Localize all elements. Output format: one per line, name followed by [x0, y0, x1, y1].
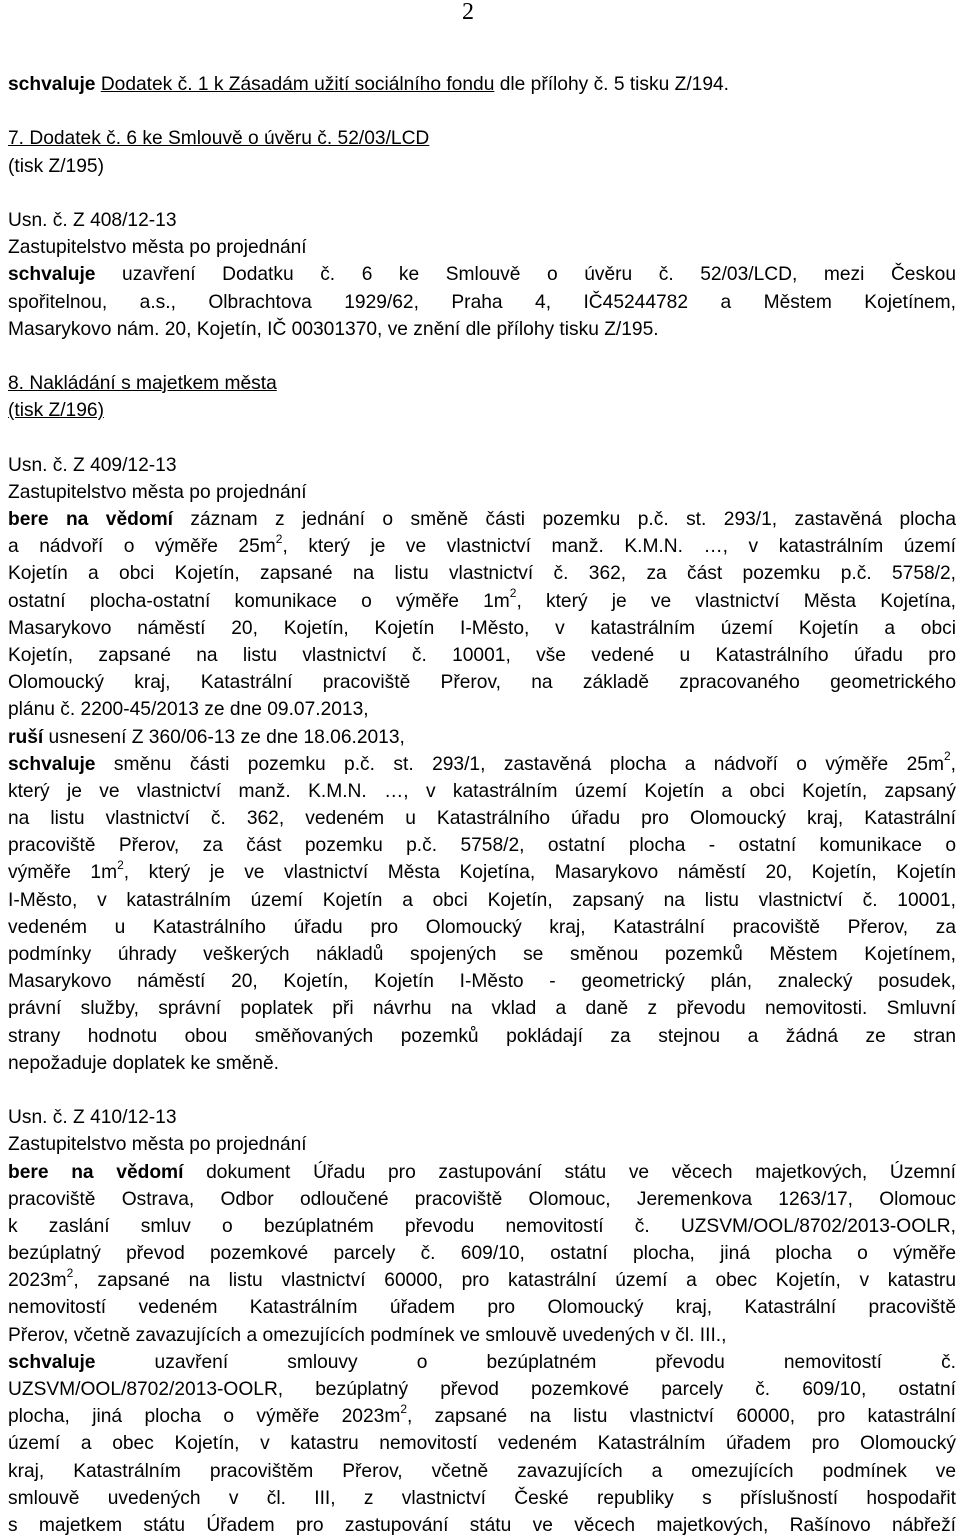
resolution-410-line-3: [8, 1213, 956, 1240]
council-phrase-408: Zastupitelstvo města po projednání: [8, 234, 956, 261]
line-text: území a obec Kojetín, v katastru nemovitostí vedeném Katastrálním úřadem pro Olomoucký: [8, 1433, 956, 1454]
superscript: 2: [67, 1266, 74, 1280]
line-text: Masarykovo náměstí 20, Kojetín, Kojetín I-Město, v katastrálním území Kojetín a obci: [8, 618, 956, 639]
resolution-410-line-14: [8, 1512, 956, 1539]
line-text: kraj, Katastrálním pracovištěm Přerov, včetně zavazujících a omezujících podmínek ve: [8, 1461, 956, 1482]
superscript: 2: [276, 532, 283, 546]
resolution-410-line-9: [8, 1376, 956, 1403]
intro-rest: dle přílohy č. 5 tisku Z/194.: [494, 74, 729, 95]
section-7-heading: [8, 125, 956, 152]
resolution-number-408: Usn. č. Z 408/12-13: [8, 207, 956, 234]
resolution-409-line-11: [8, 778, 956, 805]
resolution-409-line-20: [8, 1023, 956, 1050]
line-text: podmínky úhrady veškerých nákladů spojených se směnou pozemků Městem Kojetínem,: [8, 944, 956, 965]
resolution-409-line-15: [8, 887, 956, 914]
resolution-410-line-7: [8, 1322, 956, 1349]
resolution-409-line-16: [8, 914, 956, 941]
line-text-continued: , který je ve vlastnictví Města Kojetína,: [516, 591, 956, 612]
resolution-409-line-10: [8, 751, 956, 778]
resolution-409-line-3: [8, 560, 956, 587]
keyword-bold: bere na vědomí: [8, 1162, 183, 1183]
superscript: 2: [117, 858, 124, 872]
resolution-408-line-2: spořitelnou, a.s., Olbrachtova 1929/62, Praha 4, IČ45244782 a Městem Kojetínem,: [8, 289, 956, 316]
line-text: ostatní plocha-ostatní komunikace o výměře 1m: [8, 591, 510, 612]
council-phrase-409: Zastupitelstvo města po projednání: [8, 479, 956, 506]
line-text: na listu vlastnictví č. 362, vedeném u Katastrálního úřadu pro Olomoucký kraj, Katastrální: [8, 808, 956, 829]
line-text: plocha, jiná plocha o výměře 2023m: [8, 1406, 400, 1427]
resolution-410-line-8: [8, 1349, 956, 1376]
line-text: smlouvě uvedených v čl. III, z vlastnictví České republiky s příslušností hospodařit: [8, 1488, 956, 1509]
keyword-bold: schvaluje: [8, 1352, 95, 1373]
line-text: 2023m: [8, 1270, 67, 1291]
resolution-410-line-6: [8, 1294, 956, 1321]
line-text: nepožaduje doplatek ke směně.: [8, 1053, 279, 1074]
resolution-410-line-11: [8, 1430, 956, 1457]
line-text: výměře 1m: [8, 862, 117, 883]
line-text-continued: ,: [951, 754, 956, 775]
resolution-409-line-13: [8, 832, 956, 859]
resolution-410-line-2: [8, 1186, 956, 1213]
council-phrase-410: Zastupitelstvo města po projednání: [8, 1131, 956, 1158]
line-text-continued: , který je ve vlastnictví Města Kojetína, Masarykovo náměstí 20, Kojetín, Kojetín: [124, 862, 956, 883]
section-8-tisk-text: (tisk Z/196): [8, 400, 104, 421]
line-text: Olomoucký kraj, Katastrální pracoviště Přerov, na základě zpracovaného geometrického: [8, 672, 956, 693]
resolution-409-line-18: [8, 968, 956, 995]
page-number: 2: [462, 0, 474, 24]
line-text: pracoviště Ostrava, Odbor odloučené pracoviště Olomouc, Jeremenkova 1263/17, Olomouc: [8, 1189, 956, 1210]
resolution-409-line-8: [8, 696, 956, 723]
line-text: dokument Úřadu pro zastupování státu ve věcech majetkových, Územní: [183, 1162, 956, 1183]
resolution-number-410: Usn. č. Z 410/12-13: [8, 1104, 956, 1131]
line-text: který je ve vlastnictví manž. K.M.N. …, v katastrálním území Kojetín a obci Kojetín, zapsaný: [8, 781, 956, 802]
line-text-continued: , zapsané na listu vlastnictví 60000, pro katastrální: [407, 1406, 956, 1427]
line-text: Kojetín a obci Kojetín, zapsané na listu vlastnictví č. 362, za část pozemku p.č. 5758/2,: [8, 563, 956, 584]
resolution-409-line-5: [8, 615, 956, 642]
line-text: bezúplatný převod pozemkové parcely č. 609/10, ostatní plocha, jiná plocha o výměře: [8, 1243, 956, 1264]
section-8-tisk: [8, 397, 956, 424]
line-text: směnu části pozemku p.č. st. 293/1, zastavěná plocha a nádvoří o výměře 25m: [95, 754, 944, 775]
keyword-bold: ruší: [8, 727, 43, 748]
line-text-continued: , zapsané na listu vlastnictví 60000, pro katastrální území a obec Kojetín, v katastru: [73, 1270, 956, 1291]
resolution-408-line-1: [8, 261, 956, 288]
resolution-410-line-13: [8, 1485, 956, 1512]
resolution-410-line-12: [8, 1458, 956, 1485]
line-text: záznam z jednání o směně části pozemku p.č. st. 293/1, zastavěná plocha: [173, 509, 956, 530]
resolution-409-line-4: [8, 588, 956, 615]
document-body: [8, 71, 956, 1539]
resolution-409-line-7: [8, 669, 956, 696]
line-text: s majetkem státu Úřadem pro zastupování státu ve věcech majetkových, Rašínovo nábřeží: [8, 1515, 956, 1536]
line-text: uzavření smlouvy o bezúplatném převodu nemovitostí č.: [95, 1352, 956, 1373]
resolution-409-line-2: [8, 533, 956, 560]
resolution-409-line-9: [8, 724, 956, 751]
line-text: k zaslání smluv o bezúplatném převodu nemovitostí č. UZSVM/OOL/8702/2013-OOLR,: [8, 1216, 956, 1237]
intro-underlined-link[interactable]: Dodatek č. 1 k Zásadám užití sociálního fondu: [101, 74, 495, 95]
resolution-409-line-19: [8, 995, 956, 1022]
line-text: a nádvoří o výměře 25m: [8, 536, 276, 557]
section-8-heading-text: 8. Nakládání s majetkem města: [8, 373, 277, 394]
resolution-409-line-21: [8, 1050, 956, 1077]
line-text: Přerov, včetně zavazujících a omezujících podmínek ve smlouvě uvedených v čl. III.,: [8, 1325, 726, 1346]
resolution-410-body: [8, 1159, 956, 1539]
superscript: 2: [400, 1402, 407, 1416]
line-text: Kojetín, zapsané na listu vlastnictví č. 10001, vše vedené u Katastrálního úřadu pro: [8, 645, 956, 666]
keyword-bold: bere na vědomí: [8, 509, 173, 530]
line-text-continued: , který je ve vlastnictví manž. K.M.N. …, v katastrálním území: [282, 536, 956, 557]
line-text: nemovitostí vedeném Katastrálním úřadem pro Olomoucký kraj, Katastrální pracoviště: [8, 1297, 956, 1318]
keyword-schvaluje: schvaluje: [8, 74, 95, 95]
resolution-410-line-10: [8, 1403, 956, 1430]
resolution-409-body: [8, 506, 956, 1077]
keyword-bold: schvaluje: [8, 754, 95, 775]
resolution-410-line-5: [8, 1267, 956, 1294]
keyword-schvaluje-408: schvaluje: [8, 264, 95, 285]
resolution-408-text-1: uzavření Dodatku č. 6 ke Smlouvě o úvěru č. 52/03/LCD, mezi Českou: [95, 264, 956, 285]
section-7-tisk: (tisk Z/195): [8, 153, 956, 180]
line-text: Masarykovo náměstí 20, Kojetín, Kojetín I-Město - geometrický plán, znalecký posudek,: [8, 971, 956, 992]
intro-paragraph: [8, 71, 956, 98]
line-text: UZSVM/OOL/8702/2013-OOLR, bezúplatný převod pozemkové parcely č. 609/10, ostatní: [8, 1379, 956, 1400]
line-text: právní služby, správní poplatek při návrhu na vklad a daně z převodu nemovitosti. Smluvní: [8, 998, 956, 1019]
line-text: plánu č. 2200-45/2013 ze dne 09.07.2013,: [8, 699, 369, 720]
resolution-number-409: Usn. č. Z 409/12-13: [8, 452, 956, 479]
resolution-409-line-1: [8, 506, 956, 533]
section-7-heading-text: 7. Dodatek č. 6 ke Smlouvě o úvěru č. 52/03/LCD: [8, 128, 429, 149]
line-text: usnesení Z 360/06-13 ze dne 18.06.2013,: [43, 727, 405, 748]
superscript: 2: [510, 586, 517, 600]
line-text: vedeném u Katastrálního úřadu pro Olomoucký kraj, Katastrální pracoviště Přerov, za: [8, 917, 956, 938]
resolution-408-line-3: Masarykovo nám. 20, Kojetín, IČ 00301370, ve znění dle přílohy tisku Z/195.: [8, 316, 956, 343]
resolution-409-line-6: [8, 642, 956, 669]
section-8-heading: [8, 370, 956, 397]
resolution-410-line-1: [8, 1159, 956, 1186]
resolution-409-line-17: [8, 941, 956, 968]
line-text: pracoviště Přerov, za část pozemku p.č. 5758/2, ostatní plocha - ostatní komunikace o: [8, 835, 956, 856]
line-text: I-Město, v katastrálním území Kojetín a obci Kojetín, zapsaný na listu vlastnictví č. 10001,: [8, 890, 956, 911]
resolution-409-line-12: [8, 805, 956, 832]
resolution-409-line-14: [8, 859, 956, 886]
line-text: strany hodnotu obou směňovaných pozemků pokládají za stejnou a žádná ze stran: [8, 1026, 956, 1047]
superscript: 2: [944, 749, 951, 763]
resolution-410-line-4: [8, 1240, 956, 1267]
